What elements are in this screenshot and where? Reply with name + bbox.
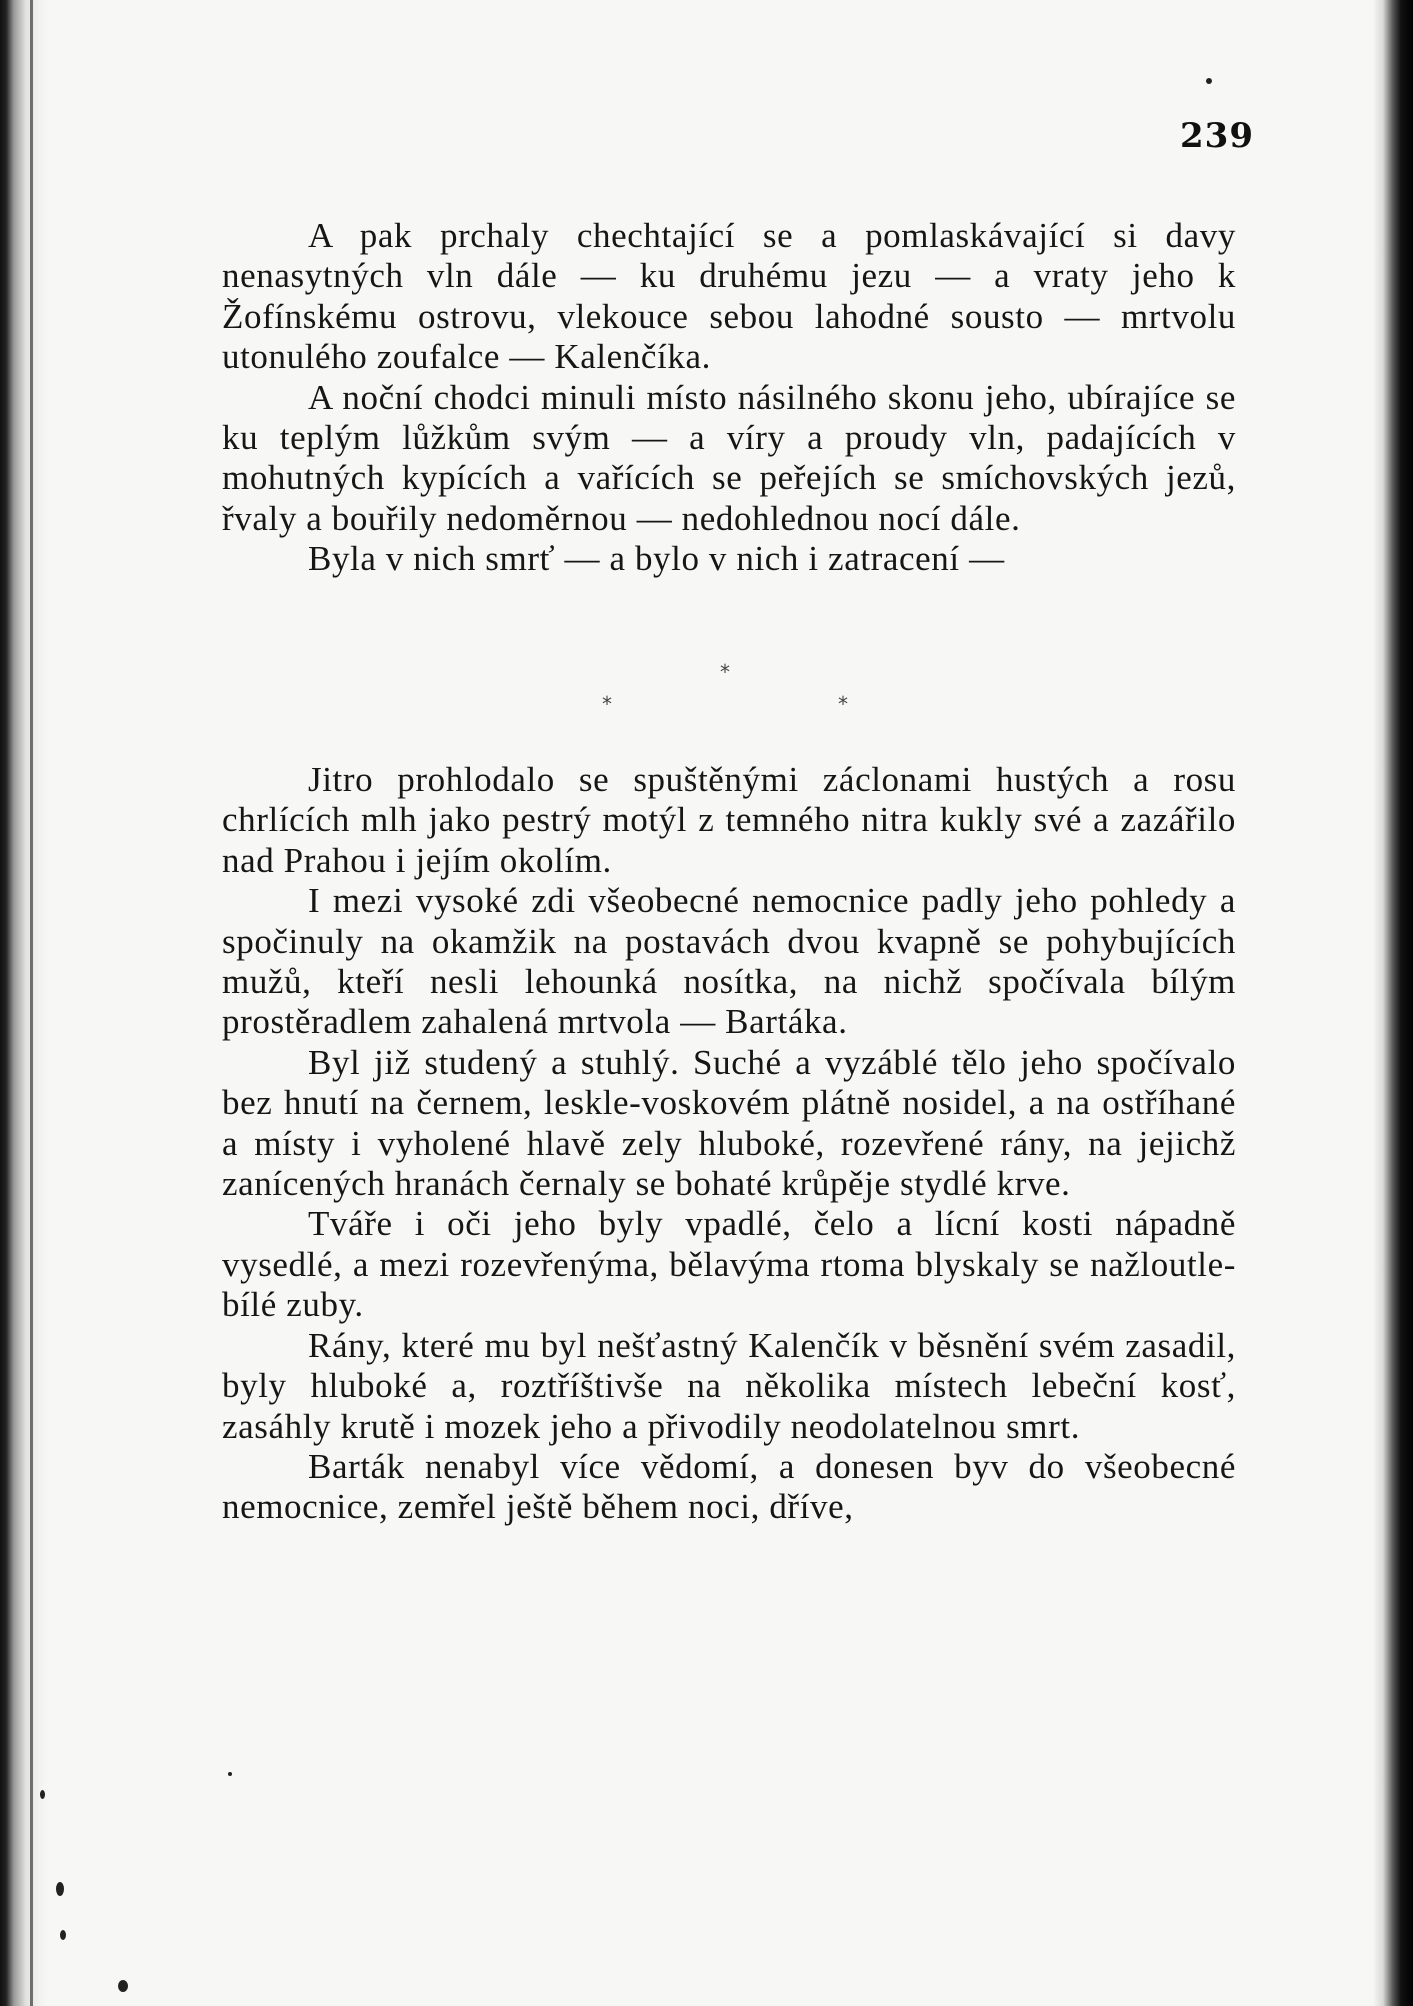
paragraph: Rány, které mu byl nešťastný Kalenčík v běsnění svém zasadil, byly hluboké a, roztříštivše na několika místech lebeční kosť, zasáhly krutě i mozek jeho a přivodily neodolatelnou smrt. (222, 1325, 1236, 1446)
scan-speck (1206, 78, 1212, 84)
paragraph: A noční chodci minuli místo násilného skonu jeho, ubírajíce se ku teplým lůžkům svým — a víry a proudy vln, padajících v mohutných kypících a vařících se peřejích se smíchovských jezů, řvaly a bouřily nedoměrnou — nedohlednou nocí dále. (222, 377, 1236, 538)
bottom-text-section (222, 760, 1236, 1528)
asterisk-ornament: * (838, 692, 848, 716)
scan-speck (228, 1772, 232, 1776)
paragraph: A pak prchaly chechtající se a pomlaskávající si davy nenasytných vln dále — ku druhému jezu — a vraty jeho k Žofínskému ostrovu, vlekouce sebou lahodné sousto — mrtvolu utonulého zoufalce — Kalenčíka. (222, 216, 1236, 377)
page-number: 239 (1180, 116, 1254, 156)
asterisk-ornament: * (602, 692, 612, 716)
asterisk-ornament: * (720, 660, 730, 684)
paragraph: Byl již studený a stuhlý. Suché a vyzáblé tělo jeho spočívalo bez hnutí na černem, leskle-voskovém plátně nosidel, a na ostříhané a místy i vyholené hlavě zely hluboké, rozevřené rány, na jejichž zanícených hranách černaly se bohaté krůpěje stydlé krve. (222, 1042, 1236, 1204)
paragraph: Tváře i oči jeho byly vpadlé, čelo a lícní kosti nápadně vysedlé, a mezi rozevřenýma, bělavýma rtoma blyskaly se nažloutle-bílé zuby. (222, 1204, 1236, 1325)
gutter-line (30, 0, 33, 2006)
page-gutter-shadow (0, 0, 48, 2006)
paragraph: I mezi vysoké zdi všeobecné nemocnice padly jeho pohledy a spočinuly na okamžik na postavách dvou kvapně se pohybujících mužů, kteří nesli lehounká nosítka, na nichž spočívala bílým prostěradlem zahalená mrtvola — Bartáka. (222, 881, 1236, 1042)
scan-speck (118, 1980, 128, 1992)
scan-speck (60, 1930, 66, 1940)
paragraph: Byla v nich smrť — a bylo v nich i zatracení — (308, 539, 1005, 579)
scan-speck (40, 1790, 45, 1799)
paragraph: Barták nenabyl více vědomí, a donesen byv do všeobecné nemocnice, zemřel ještě během noci, dříve, (222, 1446, 1236, 1527)
scan-speck (56, 1882, 64, 1896)
section-separator (560, 660, 900, 740)
paragraph: Jitro prohlodalo se spuštěnými záclonami hustých a rosu chrlících mlh jako pestrý motýl z temného nitra kukly své a zazářilo nad Prahou i jejím okolím. (222, 760, 1236, 880)
top-text-section (222, 216, 1236, 580)
page-edge-shadow (1373, 0, 1413, 2006)
